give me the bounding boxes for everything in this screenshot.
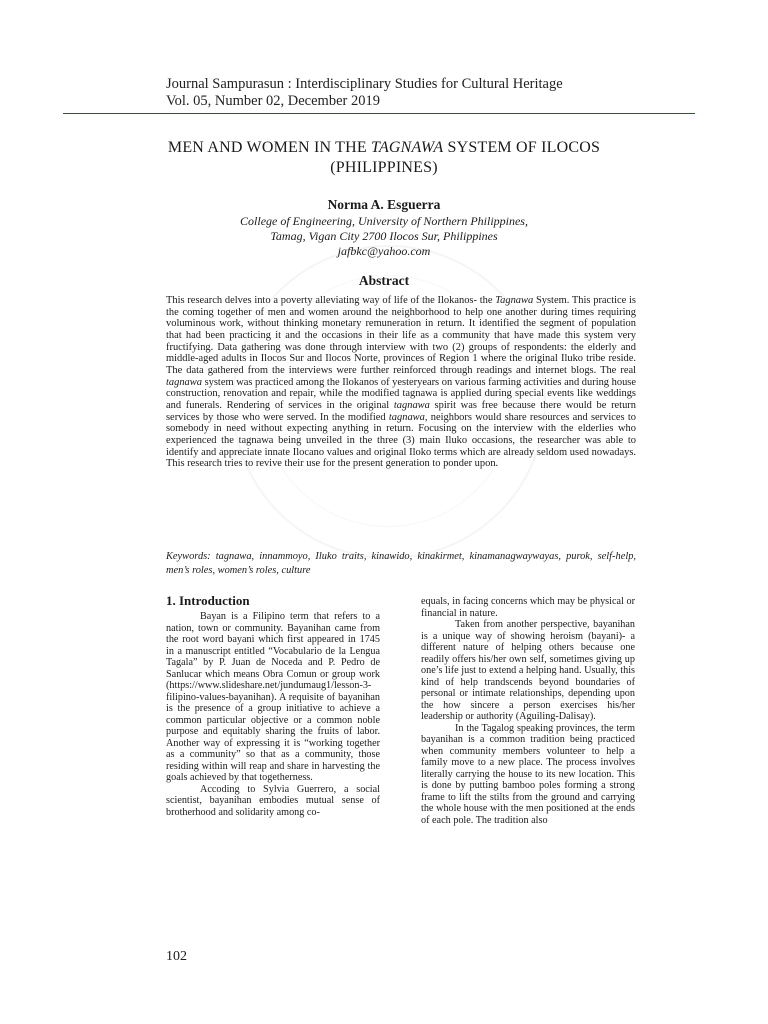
- column-right: [421, 596, 635, 826]
- author-name: Norma A. Esguerra: [327, 197, 441, 212]
- intro-paragraph-4: In the Tagalog speaking provinces, the term bayanihan is a common tradition being practiced when community members volunteer to help a family move to a new place. The process involves literally carrying the house to its new location. This is done by putting bamboo poles forming a strong frame to lift the stilts from the ground and carrying the whole house with the men positioned at the ends of each pole. The tradition also: [421, 722, 635, 826]
- abstract-body: This research delves into a poverty alleviating way of life of the Ilokanos- the Tagnawa System. This practice is the coming together of men and women around the neighborhood to help one another during times requiring voluminous work, without thinking monetary remuneration in return. It identified the segment of population that had been practicing it and the occasions in their life as a community that have made this system very fructifying. Data gathering was done through interview with two (2) groups of respondents: the elderly and middle-aged adults in Ilocos Sur and Ilocos Norte, provinces of Region 1 where the original Iluko tribe reside. The data gathered from the interviews were further reinforced through readings and internet blogs. The real tagnawa system was practiced among the Ilokanos of yesteryears on various farming activities and during house construction, renovation and repair, while the modified tagnawa is applied during special events like weddings and funerals. Rendering of services in the original tagnawa spirit was free because there would be return services by those who were served. In the modified tagnawa, neighbors would share resources and services to somebody in need without expecting anything in return. Focusing on the interview with the elderlies who experienced the tagnawa being unveiled in the three (3) main Iluko occasions, the researcher was able to identify and appreciate innate Ilocano values and original Iloko terms which are already seldom used nowadays. This research tries to revive their use for the present generation to ponder upon.: [166, 295, 636, 470]
- paper-title-line2: (PHILIPPINES): [330, 159, 438, 176]
- abstract-heading: Abstract: [358, 273, 410, 288]
- section-heading-introduction: 1. Introduction: [166, 593, 250, 608]
- page-number: 102: [166, 949, 187, 964]
- author-affiliation-line1: College of Engineering, University of Northern Philippines,: [240, 214, 528, 228]
- column-left: [166, 591, 380, 818]
- intro-paragraph-2-continued: equals, in facing concerns which may be physical or financial in nature.: [421, 596, 635, 619]
- paper-title: [120, 138, 648, 178]
- journal-name: Journal Sampurasun : Interdisciplinary Studies for Cultural Heritage: [166, 76, 563, 92]
- journal-volume: Vol. 05, Number 02, December 2019: [166, 93, 380, 109]
- author-block: [120, 196, 648, 259]
- intro-paragraph-1: Bayan is a Filipino term that refers to a nation, town or community. Bayanihan came from the root word bayani which first appeared in 1745 in a manuscript entitled “Vocabulario de la Lengua Tagala” by P. Juan de Noceda and P. Pedro de Sanlucar which means Obra Comun or group work (https://www.slideshare.net/jundumaug1/lesson-3-filipino-values-bayanihan). A requisite of bayanihan is the presence of a group initiative to achieve a common particular objective or a common noble purpose and equitably sharing the fruits of labor. Another way of expressing it is “working together as a community” so that as a community, those residing within will reap and share in harvesting the goals achieved by that togetherness.: [166, 611, 380, 783]
- keywords: Keywords: tagnawa, innammoyo, Iluko traits, kinawido, kinakirmet, kinamanagwaywayas, purok, self-help, men’s roles, women’s roles, culture: [166, 551, 636, 576]
- intro-paragraph-3: Taken from another perspective, bayanihan is a unique way of showing heroism (bayani)- a different nature of helping others because one readily offers his/her own self, sometimes giving up one’s life just to extend a helping hand. Usually, this kind of help trandscends beyond boundaries of personal or intimate relationships, depending upon the how sincere a person exercises his/her leadership or authority (Aguiling-Dalisay).: [421, 619, 635, 722]
- intro-paragraph-2: Accoding to Sylvia Guerrero, a social scientist, bayanihan embodies mutual sense of brotherhood and solidarity among co-: [166, 783, 380, 818]
- journal-header: [166, 76, 563, 110]
- header-divider: [63, 113, 695, 114]
- author-email: jafbkc@yahoo.com: [337, 244, 431, 258]
- author-affiliation-line2: Tamag, Vigan City 2700 Ilocos Sur, Philippines: [270, 229, 498, 243]
- paper-title-line1: MEN AND WOMEN IN THE TAGNAWA SYSTEM OF ILOCOS: [167, 139, 601, 156]
